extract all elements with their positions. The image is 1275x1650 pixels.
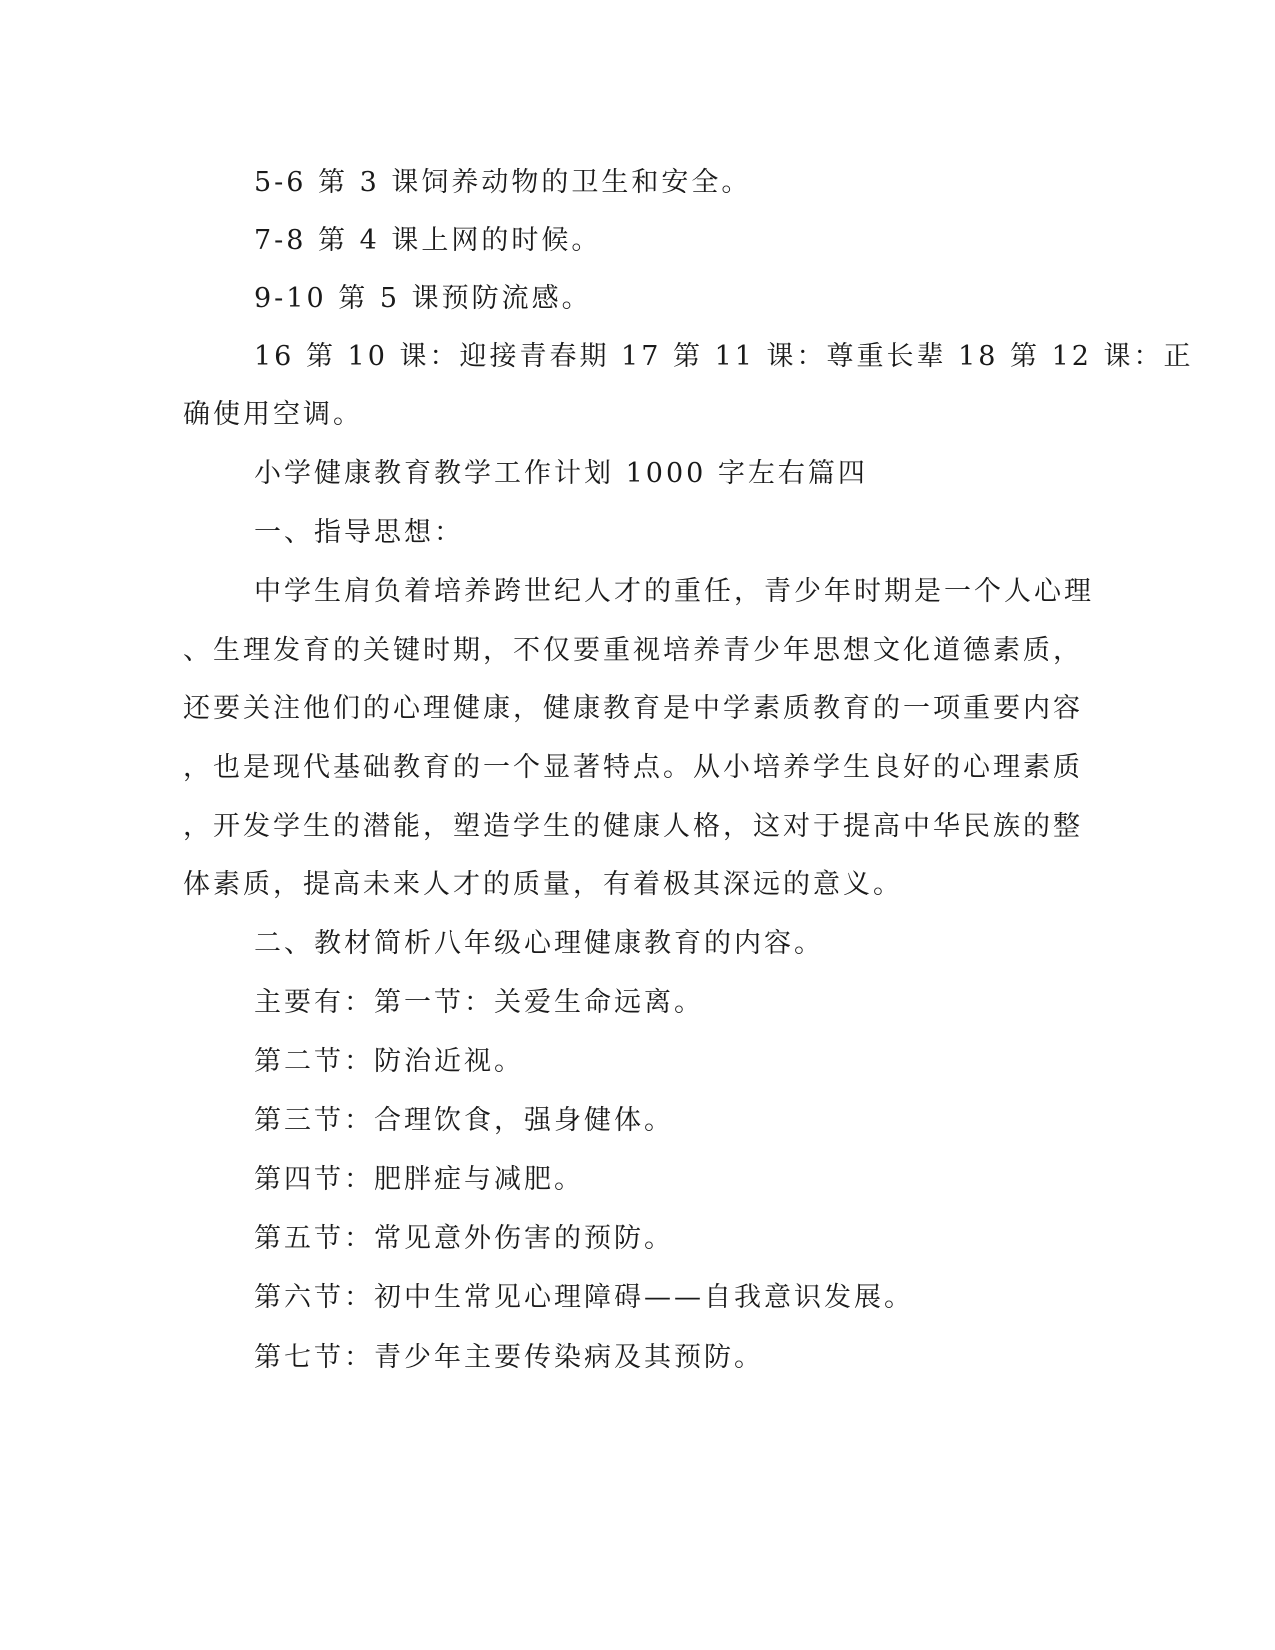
text-line: 16 第 10 课：迎接青春期 17 第 11 课：尊重长辈 18 第 12 课：正 [254, 341, 1194, 372]
paragraph-line: ，开发学生的潜能，塑造学生的健康人格，这对于提高中华民族的整 [183, 811, 1083, 842]
text-line: 第五节：常见意外伤害的预防。 [254, 1223, 674, 1254]
text-line: 9-10 第 5 课预防流感。 [254, 283, 592, 314]
text-line: 第六节：初中生常见心理障碍——自我意识发展。 [254, 1282, 914, 1313]
text-line: 第七节：青少年主要传染病及其预防。 [254, 1342, 764, 1373]
paragraph-line: ，也是现代基础教育的一个显著特点。从小培养学生良好的心理素质 [183, 752, 1083, 783]
section-heading: 二、教材简析八年级心理健康教育的内容。 [254, 928, 824, 959]
text-line: 确使用空调。 [183, 399, 363, 430]
text-line: 第三节：合理饮食，强身健体。 [254, 1105, 674, 1136]
section-heading: 一、指导思想： [254, 517, 464, 548]
text-line: 5-6 第 3 课饲养动物的卫生和安全。 [254, 167, 752, 198]
paragraph-line: 体素质，提高未来人才的质量，有着极其深远的意义。 [183, 869, 903, 900]
text-line: 主要有：第一节：关爱生命远离。 [254, 987, 704, 1018]
text-line: 第四节：肥胖症与减肥。 [254, 1164, 584, 1195]
text-line: 第二节：防治近视。 [254, 1046, 524, 1077]
paragraph-line: 中学生肩负着培养跨世纪人才的重任，青少年时期是一个人心理 [254, 576, 1094, 607]
section-heading: 小学健康教育教学工作计划 1000 字左右篇四 [254, 458, 868, 489]
paragraph-line: 还要关注他们的心理健康，健康教育是中学素质教育的一项重要内容 [183, 693, 1083, 724]
text-line: 7-8 第 4 课上网的时候。 [254, 225, 602, 256]
paragraph-line: 、生理发育的关键时期，不仅要重视培养青少年思想文化道德素质， [183, 635, 1083, 666]
